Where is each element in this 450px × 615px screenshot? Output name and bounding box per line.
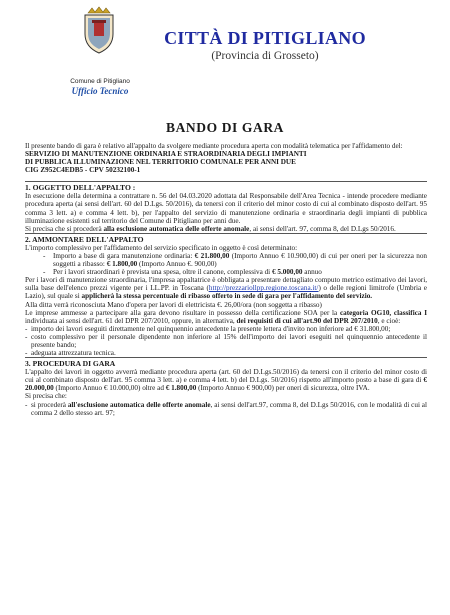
section-3-paragraph: L'appalto dei lavori in oggetto avverrà mediante procedura aperta (art. 60 del D.Lgs.50/2016) da tenersi con il criterio del minor costo di cui al combinato disposto dell'art. 95 comma 3 lett. a) e comma 4 lett. b) del D.Lgs. 50/2016) rispetto all'importo posto a base di gara di € 20.000,00 (Importo Annuo € 10.000,00) oltre ad € 1.800,00 (Importo Annuo € 900,00) per oneri di sicurezza, oltre IVA. bbox=[25, 368, 427, 393]
section-3-heading: 3. PROCEDURA DI GARA bbox=[25, 357, 427, 368]
section-1-heading: 1. OGGETTO DELL'APPALTO : bbox=[25, 181, 427, 192]
province-subtitle: (Provincia di Grosseto) bbox=[211, 50, 319, 62]
section-3-note: Si precisa che: bbox=[25, 392, 67, 401]
list-item: - si procederà all'esclusione automatica delle offerte anomale, ai sensi dell'art.97, comma 8, del D.Lgs 50/2016, con le modalità di cui al comma 2 dello stesso art. 97; bbox=[25, 400, 427, 417]
soa-paragraph: Le imprese ammesse a partecipare alla gara devono risultare in possesso della certificazione SOA per la categoria OG10, classifica I individuata ai sensi dell'art. 61 del DPR 207/2010, oppure, in alternativa, dei requisiti di cui all'art.90 del DPR 207/2010, e cioè: bbox=[25, 308, 427, 325]
procedure-list bbox=[25, 401, 427, 417]
object-line-1: SERVIZIO DI MANUTENZIONE ORDINARIA E STRAORDINARIA DEGLI IMPIANTI bbox=[25, 150, 307, 159]
section-2-heading: 2. AMMONTARE DELL'APPALTO bbox=[25, 233, 427, 244]
section-1-note: Si precisa che si procederà alla esclusione automatica delle offerte anomale, ai sensi dell'art. 97, comma 8, del D.Lgs 50/2016. bbox=[25, 224, 396, 233]
ufficio-tecnico-label: Ufficio Tecnico bbox=[71, 86, 129, 96]
requirements-list bbox=[25, 325, 427, 357]
prezzario-link[interactable]: http://prezzariollpp.regione.toscana.it/ bbox=[208, 284, 319, 293]
cig-line: CIG Z952C4EDB5 - CPV 50232100-1 bbox=[25, 166, 141, 175]
list-item: - Per i lavori straordinari è prevista una spesa, oltre il canone, complessiva di € 5.000,00 annuo bbox=[43, 268, 322, 277]
coat-of-arms-icon bbox=[82, 6, 116, 54]
amount-list bbox=[25, 252, 427, 276]
document-body bbox=[25, 142, 427, 417]
letterhead bbox=[0, 0, 450, 125]
city-title: CITTÀ DI PITIGLIANO bbox=[164, 28, 366, 48]
section-2-paragraph: L'importo complessivo per l'affidamento del servizio specificato in oggetto è così determinato: bbox=[25, 243, 298, 252]
intro-paragraph: Il presente bando di gara è relativo all'appalto da svolgere mediante procedura aperta con modalità telematica per l'affidamento del: bbox=[25, 142, 403, 150]
maintenance-paragraph: Per i lavori di manutenzione straordinaria, l'impresa appaltatrice è obbligata a presentare dettagliato computo metrico estimativo dei lavori, sulla base dell'elenco prezzi vigente per i LL.PP. in Toscana (http://prezzariollpp.regione.toscana.it/) o delle regioni limitrofe (Umbria e Lazio), sul quale si applicherà la stessa percentuale di ribasso offerto in sede di gara per l'affidamento del servizio. bbox=[25, 276, 427, 301]
list-item: - importo dei lavori eseguiti direttamente nel quinquennio antecedente la presente lettera d'invito non inferiore ad € 31.800,00; bbox=[25, 324, 391, 333]
list-item: - costo complessivo per il personale dipendente non inferiore al 15% dell'importo dei lavori eseguiti nel quinquennio antecedente il presente bando; bbox=[25, 332, 427, 349]
object-line-2: DI PUBBLICA ILLUMINAZIONE NEL TERRITORIO COMUNALE PER ANNI DUE bbox=[25, 158, 296, 167]
labour-paragraph: Alla ditta verrà riconosciuta Mano d'opera per lavori di elettricista €. 26,00/ora (non soggetta a ribasso) bbox=[25, 300, 322, 309]
comune-label: Comune di Pitigliano bbox=[70, 78, 130, 85]
section-1-paragraph: In esecuzione della determina a contrattare n. 56 del 04.03.2020 adottata dal Responsabile dell'Area Tecnica - intende procedere mediante procedura aperta (ai sensi dell'art. 60 del D.Lgs. 50/2016), da tenersi con il criterio del minor costo di cui al combinato disposto dell'art. 95 comma 3 lett. a) e comma 4 lett. b), per l'appalto del servizio di manutenzione ordinaria e straordinaria degli impianti di pubblica illuminazione esistenti sul territorio del Comune di Pitigliano per anni due. bbox=[25, 192, 427, 225]
document-title: BANDO DI GARA bbox=[165, 120, 285, 135]
list-item: - adeguata attrezzatura tecnica. bbox=[25, 349, 116, 358]
list-item: - Importo a base di gara manutenzione ordinaria: € 21.800,00 (Importo Annuo € 10.900,00) di cui per oneri per la sicurezza non soggetti a ribasso: € 1.800,00 (Importo Annuo €. 900,00) bbox=[43, 251, 428, 269]
